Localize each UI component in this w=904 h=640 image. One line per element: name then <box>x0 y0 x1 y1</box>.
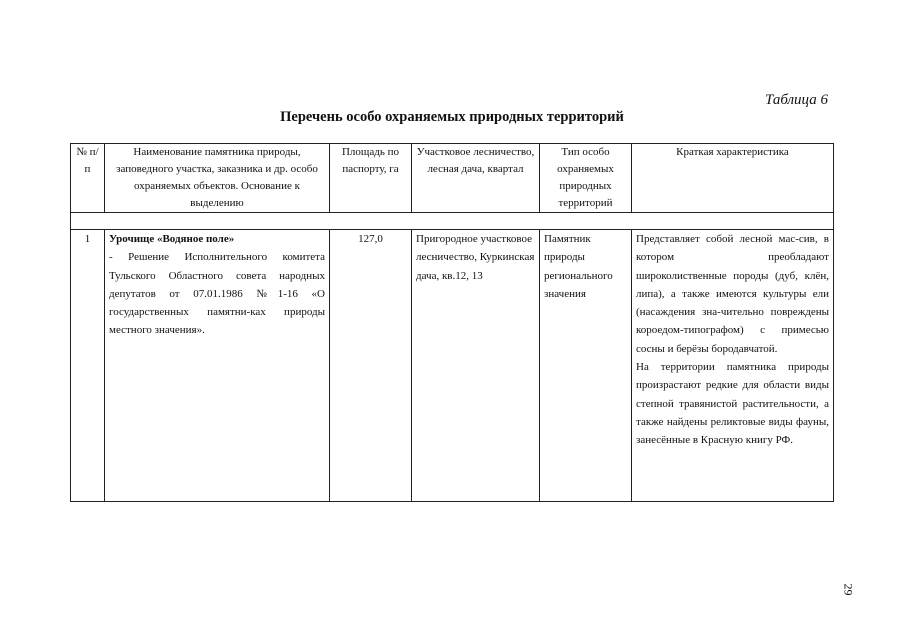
header-description: Краткая характеристика <box>632 144 834 213</box>
header-num: № п/п <box>71 144 105 213</box>
protected-areas-table <box>70 143 834 502</box>
description-paragraph-2: На территории памятника природы произрастают редкие для области виды степной травянистой растительности, а также найдены реликтовые виды фауны, занесённые в Красную книгу РФ. <box>636 361 829 447</box>
spacer-row <box>71 213 834 230</box>
spacer-cell <box>71 213 834 230</box>
cell-description <box>632 230 834 502</box>
header-area: Площадь по паспорту, га <box>330 144 412 213</box>
header-name: Наименование памятника природы, заповедного участка, заказника и др. особо охраняемых объектов. Основание к выделению <box>105 144 330 213</box>
site-name: Урочище «Водяное поле» <box>109 233 235 245</box>
page-number: 29 <box>841 583 856 596</box>
table-label: Таблица 6 <box>765 92 828 108</box>
cell-type: Памятник природы регионального значения <box>540 230 632 502</box>
page-title: Перечень особо охраняемых природных территорий <box>280 109 624 125</box>
table-header-row <box>71 144 834 213</box>
site-basis: - Решение Исполнительного комитета Тульского Областного совета народных депутатов от 07.01.1986 №1-16 «О государственных памятни-ках природы местного значения». <box>109 251 325 337</box>
header-type: Тип особо охраняемых природных территорий <box>540 144 632 213</box>
cell-name <box>105 230 330 502</box>
cell-num: 1 <box>71 230 105 502</box>
cell-forestry: Пригородное участковое лесничество, Куркинская дача, кв.12, 13 <box>412 230 540 502</box>
table-row <box>71 230 834 502</box>
cell-area: 127,0 <box>330 230 412 502</box>
header-forestry: Участковое лесничество, лесная дача, квартал <box>412 144 540 213</box>
description-paragraph-1: Представляет собой лесной мас-сив, в котором преобладают широколиственные породы (дуб, клён, липа), а также имеются культуры ели (насаждения зна-чительно повреждены короедом-типографом) с примесью сосны и берёзы бородавчатой. <box>636 233 829 355</box>
